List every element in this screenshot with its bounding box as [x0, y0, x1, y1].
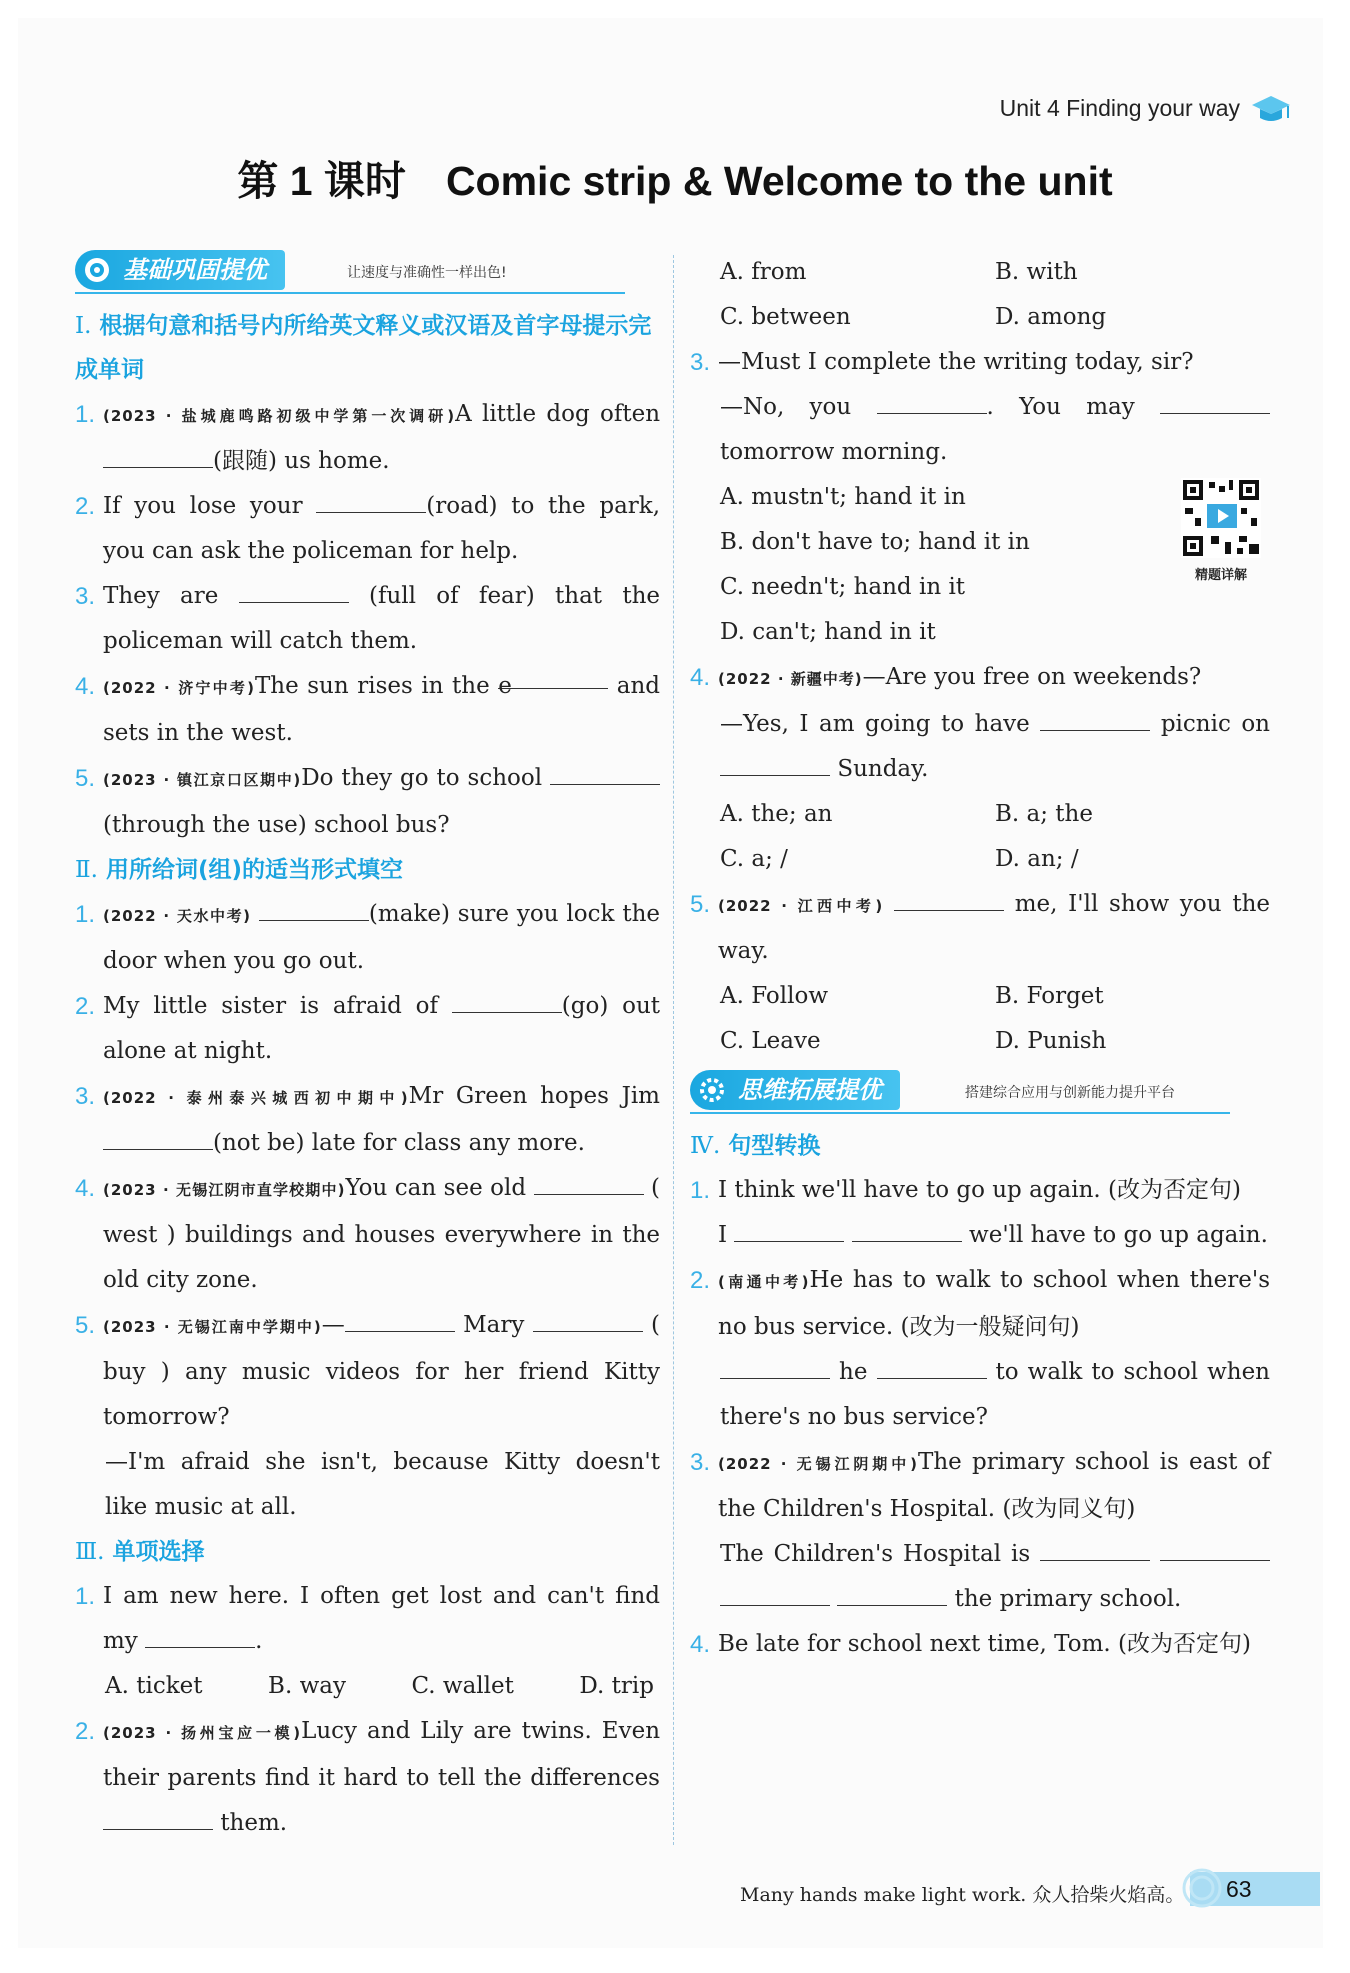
- answer-blank[interactable]: [534, 1170, 644, 1195]
- option-c[interactable]: C. needn't; hand in it: [720, 574, 966, 600]
- question-1-4: 4. (2022 · 济宁中考)The sun rises in the e and sets in the west.: [75, 664, 660, 756]
- answer-blank[interactable]: [1160, 389, 1270, 414]
- target-icon: [83, 256, 111, 284]
- answer-blank[interactable]: [259, 896, 369, 921]
- answer-blank[interactable]: [894, 886, 1004, 911]
- banner-tagline: 搭建综合应用与创新能力提升平台: [965, 1085, 1175, 1101]
- question-2-1: 1. (2022 · 天水中考) (make) sure you lock the door when you go out.: [75, 892, 660, 984]
- qr-code-icon: [1181, 478, 1261, 558]
- option-d[interactable]: D. can't; hand in it: [720, 619, 936, 645]
- lesson-number: 第 1 课时: [237, 158, 406, 204]
- question-4-2: 2. (南通中考)He has to walk to school when there's no bus service. (改为一般疑问句): [690, 1267, 1270, 1340]
- answer-blank[interactable]: [103, 1125, 213, 1150]
- option-a[interactable]: A. mustn't; hand it in: [720, 484, 966, 510]
- option-d[interactable]: D. trip: [579, 1673, 654, 1699]
- section-heading-2: Ⅱ. 用所给词(组)的适当形式填空: [75, 857, 403, 883]
- option-c[interactable]: C. Leave: [720, 1028, 821, 1054]
- answer-blank[interactable]: [550, 760, 660, 785]
- section-banner-extension: [690, 1070, 1270, 1114]
- qr-code-block[interactable]: [1180, 478, 1262, 583]
- question-3-4: 4. (2022 · 新疆中考)—Are you free on weekends?: [690, 664, 1202, 691]
- answer-blank[interactable]: [720, 751, 830, 776]
- option-a[interactable]: A. the; an: [720, 801, 833, 827]
- answer-blank[interactable]: [720, 1354, 830, 1379]
- question-4-3-answer: The Children's Hospital is the primary school.: [690, 1532, 1270, 1622]
- section-heading-1: Ⅰ. 根据句意和括号内所给英文释义或汉语及首字母提示完成单词: [75, 313, 652, 383]
- answer-blank[interactable]: [877, 1354, 987, 1379]
- answer-blank[interactable]: [239, 578, 349, 603]
- options-3-2: [690, 250, 1270, 340]
- question-1-2: 2. If you lose your (road) to the park, you can ask the policeman for help.: [75, 484, 660, 574]
- answer-blank[interactable]: e: [498, 664, 608, 689]
- answer-blank[interactable]: [345, 1307, 455, 1332]
- option-d[interactable]: D. an; /: [995, 846, 1079, 872]
- question-2-2: 2. My little sister is afraid of (go) out alone at night.: [75, 984, 660, 1074]
- options-3-1: [75, 1664, 660, 1709]
- question-2-5: 5. (2023 · 无锡江南中学期中)— Mary ( buy ) any music videos for her friend Kitty tomorrow?: [75, 1303, 660, 1440]
- question-4-4: 4. Be late for school next time, Tom. (改为否定句): [690, 1631, 1251, 1658]
- options-3-4: [690, 792, 1270, 882]
- question-2-5-reply: —I'm afraid she isn't, because Kitty doesn't like music at all.: [105, 1449, 660, 1520]
- answer-blank[interactable]: [837, 1581, 947, 1606]
- question-3-3: 3. —Must I complete the writing today, sir?: [690, 349, 1194, 376]
- column-divider: [673, 255, 674, 1845]
- answer-blank[interactable]: [316, 488, 426, 513]
- option-d[interactable]: D. Punish: [995, 1028, 1107, 1054]
- question-2-3: 3. (2022 · 泰州泰兴城西初中期中)Mr Green hopes Jim (not be) late for class any more.: [75, 1083, 660, 1156]
- page-number: 63: [1226, 1876, 1252, 1902]
- answer-blank[interactable]: [734, 1217, 844, 1242]
- answer-blank[interactable]: [145, 1623, 255, 1648]
- graduation-cap-icon: [1250, 92, 1292, 128]
- option-a[interactable]: A. Follow: [720, 983, 829, 1009]
- banner-underline: [75, 292, 625, 294]
- answer-blank[interactable]: [103, 443, 213, 468]
- question-4-3: 3. (2022 · 无锡江阴期中)The primary school is east of the Children's Hospital. (改为同义句): [690, 1449, 1271, 1522]
- question-1-5: 5. (2023 · 镇江京口区期中)Do they go to school (through the use) school bus?: [75, 756, 660, 848]
- question-3-3-reply: —No, you . You may tomorrow morning.: [690, 385, 1270, 475]
- question-2-4: 4. (2023 · 无锡江阴市直学校期中)You can see old ( west ) buildings and houses everywhere in the old city zone.: [75, 1166, 660, 1303]
- section-heading-3: Ⅲ. 单项选择: [75, 1539, 205, 1565]
- section-banner-basic: [75, 250, 660, 294]
- question-4-1-answer: I we'll have to go up again.: [690, 1213, 1270, 1258]
- answer-blank[interactable]: [1160, 1536, 1270, 1561]
- option-c[interactable]: C. between: [720, 304, 851, 330]
- option-a[interactable]: A. ticket: [105, 1673, 203, 1699]
- section-heading-4: Ⅳ. 句型转换: [690, 1133, 821, 1159]
- answer-blank[interactable]: [852, 1217, 962, 1242]
- answer-blank[interactable]: [1040, 1536, 1150, 1561]
- banner-title: 思维拓展提优: [690, 1070, 900, 1110]
- footer-proverb: Many hands make light work. 众人拾柴火焰高。: [740, 1884, 1185, 1906]
- question-3-5: 5. (2022 · 江西中考) me, I'll show you the way.: [690, 882, 1270, 974]
- question-4-2-answer: he to walk to school when there's no bus service?: [690, 1350, 1270, 1440]
- options-3-5: [690, 974, 1270, 1064]
- question-1-1: 1. (2023 · 盐城鹿鸣路初级中学第一次调研)A little dog often (跟随) us home.: [75, 401, 661, 474]
- option-b[interactable]: B. don't have to; hand it in: [720, 529, 1030, 555]
- question-3-2: 2. (2023 · 扬州宝应一模)Lucy and Lily are twins. Even their parents find it hard to tell the differences them.: [75, 1718, 661, 1836]
- left-column: [75, 250, 660, 1846]
- banner-tagline: 让速度与准确性一样出色!: [347, 265, 507, 281]
- answer-blank[interactable]: [533, 1307, 643, 1332]
- option-b[interactable]: B. way: [268, 1673, 346, 1699]
- option-b[interactable]: B. with: [995, 259, 1078, 285]
- option-c[interactable]: C. wallet: [411, 1673, 514, 1699]
- question-3-1: 1. I am new here. I often get lost and can't find my .: [75, 1583, 660, 1654]
- answer-blank[interactable]: [720, 1581, 830, 1606]
- unit-header: Unit 4 Finding your way: [999, 95, 1240, 121]
- answer-blank[interactable]: [103, 1805, 213, 1830]
- answer-blank[interactable]: [452, 988, 562, 1013]
- right-column: [690, 250, 1270, 1667]
- option-c[interactable]: C. a; /: [720, 846, 788, 872]
- page-title: [0, 148, 1350, 207]
- option-b[interactable]: B. a; the: [995, 801, 1093, 827]
- answer-blank[interactable]: [877, 389, 987, 414]
- banner-underline: [690, 1112, 1230, 1114]
- option-b[interactable]: B. Forget: [995, 983, 1104, 1009]
- gear-icon: [698, 1076, 726, 1104]
- question-1-3: 3. They are (full of fear) that the policeman will catch them.: [75, 574, 660, 664]
- answer-blank[interactable]: [1040, 706, 1150, 731]
- qr-label: 精题详解: [1194, 568, 1247, 583]
- question-4-1: 1. I think we'll have to go up again. (改为否定句): [690, 1177, 1241, 1204]
- lesson-title: Comic strip & Welcome to the unit: [445, 158, 1113, 204]
- spiral-icon: [1180, 1866, 1224, 1910]
- question-3-4-reply: —Yes, I am going to have picnic on Sunday.: [690, 702, 1270, 792]
- option-a[interactable]: A. from: [720, 259, 807, 285]
- banner-title: 基础巩固提优: [75, 250, 285, 290]
- option-d[interactable]: D. among: [995, 304, 1107, 330]
